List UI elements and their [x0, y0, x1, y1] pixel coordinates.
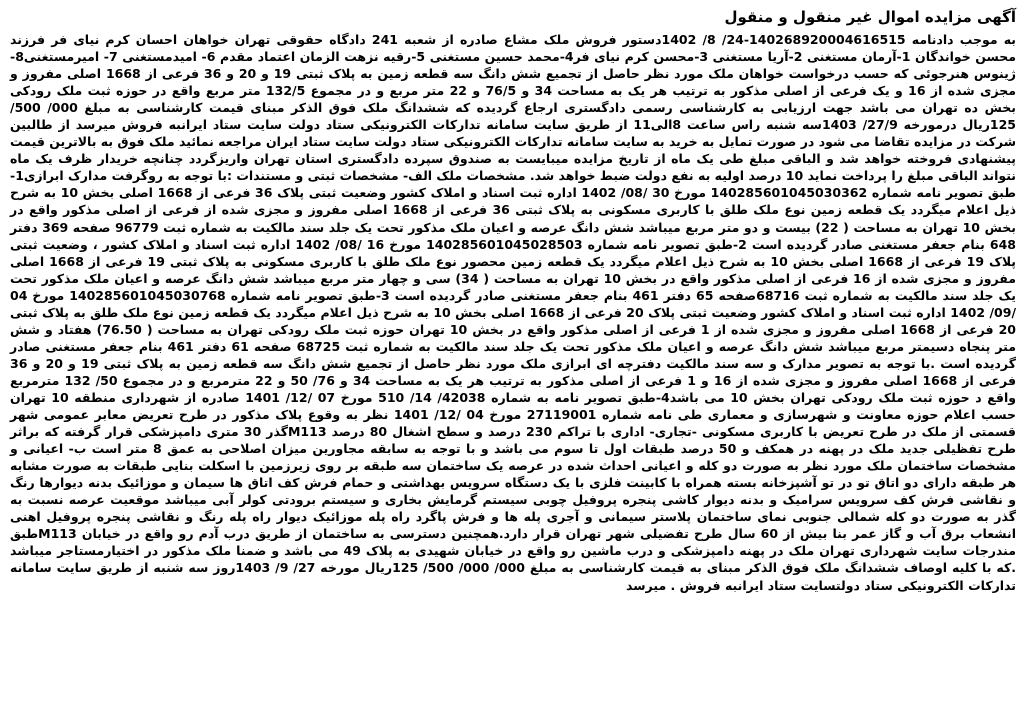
notice-title: آگهی مزایده اموال غیر منقول و منقول [724, 8, 1016, 26]
notice-body: به موجب دادنامه 140268920004616515-24/ 8/ 1402دستور فروش ملک مشاع صادره از شعبه 241 دادگاه حقوقی تهران خواهان احسان کرم نیای فر فرزند محسن خواندگان 1-آرمان مستغنی 2-آریا مستغنی 3-محسن کرم نیای فر4-محمد حسین مستغنی 5-رقیه نزهت الزمان اعتماد مقدم 6- امیدمستغنی 7- امیرمستغنی8-ژینوس هنرجوئی که حسب درخواست خواهان ملک مورد نظر حاصل از تجمیع شش دانگ سه قطعه زمین به پلاک ثبتی 19 و 20 و 36 فرعی از 1668 اصلی مفروز و مجزی شده از 16 و یک فرعی از اصلی مذکور به ترتیب هر یک به مساحت 34 و 76/5 و 22 متر مربع و در مجموع 132/5 متر مربع واقع در حوزه ثبت ملک رودکی بخش ده تهران می باشد جهت ارزیابی به کارشناسی رسمی دادگستری ارجاع گردیده که ششدانگ ملک فوق الذکر مبنای قیمت کارشناسی به مبلغ 000/ 500/ 125ریال درمورخه 27/9/ 1403سه شنبه راس ساعت 8الی11 از طریق سایت سامانه تدارکات الکترونیکی ستاد دولت سایت ستاد ایرانبه فروش میرسد از طالبین شرکت در مزایده تقاضا می شود در صورت تمایل به خرید به سایت سامانه تدارکات الکترونیکی ستاد دولت سایت ستاد ایران مراجعه نمائید ملک فوق به بالاترین قیمت پیشنهادی فروخته خواهد شد و الباقی مبلغ طی یک ماه از تاریخ مزایده میبایست به صندوق سپرده دادگستری استان تهران واریزگردد چنانچه خریدار ظرف یک ماه نتواند الباقی مبلغ را پرداخت نماید 10 درصد اولیه به نفع دولت ضبط خواهد شد. مشخصات ملک الف- مشخصات ثبتی و مستندات :با توجه به روگرفت مدارک ابرازی1-طبق تصویر نامه شماره 140285601045030362 مورخ 30 /08/ 1402 اداره ثبت اسناد و املاک کشور وضعیت ثبتی پلاک 36 فرعی از 1668 اصلی بخش 10 به شرح ذیل اعلام میگردد یک قطعه زمین نوع ملک طلق با کاربری مسکونی به پلاک ثبتی 36 فرعی از 1668 اصلی مفروز و مجزی شده از فرعی از اصلی مذکور واقع در بخش 10 تهران به مساحت ( 22) بیست و دو متر مربع میباشد شش دانگ عرصه و اعیان ملک مذکور تحت یک جلد سند مالکیت به شماره ثبت 96779 صفحه 369 دفتر 648 بنام جعفر مستغنی صادر گردیده است 2-طبق تصویر نامه شماره 140285601045028503 مورخ 16 /08/ 1402 اداره ثبت اسناد و املاک کشور ، وضعیت ثبتی پلاک 19 فرعی از 1668 اصلی بخش 10 به شرح ذیل اعلام میگردد یک قطعه زمین محصور نوع ملک طلق با کاربری مسکونی به پلاک ثبتی 19 فرعی از 1668 اصلی مفروز و مجزی شده از 16 فرعی از اصلی مذکور واقع در بخش 10 تهران به مساحت ( 34) سی و چهار متر مربع میباشد شش دانگ عرصه و اعیان ملک مذکور تحت یک جلد سند مالکیت به شماره ثبت 68716صفحه 65 دفتر 461 بنام جعفر مستغنی صادر گردیده است 3-طبق تصویر نامه شماره 140285601045030768 مورخ 04 /09/ 1402 اداره ثبت اسناد و املاک کشور وضعیت ثبتی پلاک 20 فرعی از 1668 اصلی بخش 10 به شرح ذیل اعلام میگردد یک قطعه زمین نوع ملک طلق به پلاک ثبتی 20 فرعی از 1668 اصلی مفروز و مجزی شده از 1 فرعی از اصلی مذکور واقع در بخش 10 تهران حوزه ثبت ملک رودکی تهران به مساحت ( 76.50) هفتاد و شش متر پنجاه دسیمتر مربع میباشد شش دانگ عرصه و اعیان ملک مذکور تحت یک جلد سند مالکیت به شماره ثبت 68725 صفحه 61 دفتر 461 بنام جعفر مستغنی صادر گردیده است .با توجه به تصویر مدارک و سه سند مالکیت دفترچه ای ابرازی ملک مورد نظر حاصل از تجمیع شش دانگ سه قطعه زمین به پلاک ثبتی 19 و 20 و 36 فرعی از 1668 اصلی مفروز و مجزی شده از 16 و 1 فرعی از اصلی مذکور به ترتیب هر یک به مساحت 34 و 76/ 50 و 22 مترمربع و در مجموع 50/ 132 مترمربع واقع د حوزه ثبت ملک رودکی تهران بخش 10 می باشد4-طبق تصویر نامه به شماره 42038/ 14/ 510 مورخ 07 /12/ 1401 صادره از شهرداری منطقه 10 تهران حسب اعلام حوزه معاونت و شهرسازی و معماری طی نامه شماره 27119001 مورخ 04 /12/ 1401 نظر به وقوع پلاک مذکور در طرح تعریض معابر عمومی شهر قسمتی از ملک در طرح تعریض با کاربری مسکونی -تجاری- اداری با تراکم 230 درصد و سطح اشغال 80 درصد M113گذر 30 متری دامپزشکی قرار گرفته که براثر طرح تفظیلی جدید ملک در پهنه در همکف و 50 درصد طبقات اول تا سوم می باشد و با توجه به سابقه مجاورین میزان اصلاحی به عمق 8 متر است ب- اعیانی و مشخصات ساختمان ملک مورد نظر به صورت دو کله و اعیانی احداث شده در عرصه یک ساختمان سه طبقه بر روی زیرزمین با اسکلت بنایی طبقات به صورت مشابه هر طبقه دارای دو اتاق تو در تو آشپزخانه بسته همراه با کابینت فلزی با یک دستگاه سرویس بهداشتی و حمام فرش کف اتاق ها سیمان و موزائیک بدنه دیوارها رنگ و نقاشی فرش کف سرویس سرامیک و بدنه دیوار کاشی پنجره پروفیل چوبی سیستم گرمایش بخاری و سیستم برودتی کولر آبی میباشد موقعیت عرصه نسبت به گذر به صورت دو کله شمالی جنوبی نمای ساختمان پلاستر سیمانی و آجری پله ها و فرش پاگرد راه پله موزائیک دیوار راه پله رنگ و نقاشی پنجره پروفیل اهنی انشعاب برق آب و گاز عمر بنا بیش از 60 سال طرح تفضیلی شهر تهران قرار دارد.همچنین دسترسی به ساختمان از طریق درب آدم رو واقع در خیابان M113طبق مندرجات سایت شهرداری تهران ملک در پهنه دامپزشکی و درب ماشین رو واقع در خیابان شهیدی به پلاک 49 می باشد و ضمنا ملک مذکور در اختیارمستاجر میباشد .که با کلیه اوصاف ششدانگ ملک فوق الذکر مبنای به قیمت کارشناسی به مبلغ 000/ 000/ 500/ 125ریال مورخه 27/ 9/ 1403روز سه شنبه از طریق سایت سامانه تدارکات الکترونیکی ستاد دولتسایت ستاد ایرانبه فروش . میرسد [10, 32, 1017, 593]
